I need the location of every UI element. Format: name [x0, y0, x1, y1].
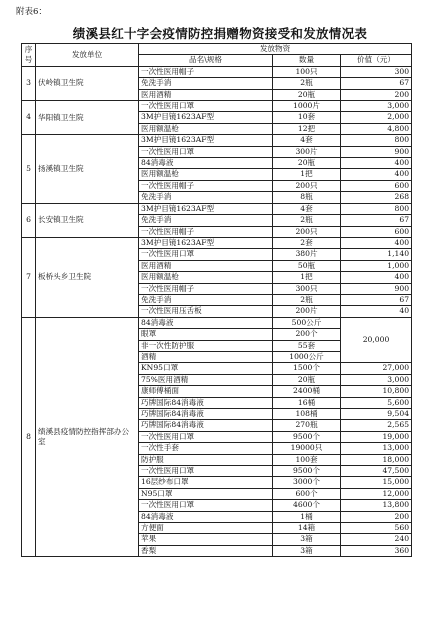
table-row: [22, 135, 412, 146]
row-unit: 伏岭镇卫生院: [36, 66, 139, 100]
cell-qty: 1桶: [273, 511, 341, 522]
cell-value: 13,000: [341, 443, 412, 454]
cell-value: 240: [341, 534, 412, 545]
cell-value: 13,800: [341, 500, 412, 511]
cell-qty: 14箱: [273, 523, 341, 534]
cell-item: 一次性医用口罩: [139, 431, 273, 442]
cell-qty: 10套: [273, 112, 341, 123]
cell-value: 9,504: [341, 409, 412, 420]
cell-qty: 55套: [273, 340, 341, 351]
cell-qty: 2瓶: [273, 215, 341, 226]
cell-qty: 600个: [273, 488, 341, 499]
cell-item: 康师傅桶面: [139, 386, 273, 397]
cell-qty: 270瓶: [273, 420, 341, 431]
cell-value: 600: [341, 180, 412, 191]
header-value: 价值（元）: [341, 55, 412, 66]
cell-value: 3,000: [341, 374, 412, 385]
cell-qty: 200片: [273, 306, 341, 317]
cell-item: 16层纱布口罩: [139, 477, 273, 488]
cell-value: 15,000: [341, 477, 412, 488]
cell-qty: 8瓶: [273, 192, 341, 203]
cell-qty: 2瓶: [273, 294, 341, 305]
cell-qty: 20瓶: [273, 374, 341, 385]
cell-qty: 200只: [273, 180, 341, 191]
cell-item: 一次性医用帽子: [139, 66, 273, 77]
cell-value: 800: [341, 135, 412, 146]
cell-qty: 9500个: [273, 431, 341, 442]
cell-value: 800: [341, 203, 412, 214]
cell-item: 巧牌国际84消毒液: [139, 420, 273, 431]
header-unit: 发放单位: [36, 44, 139, 67]
cell-value: 19,000: [341, 431, 412, 442]
cell-item: 医用酒精: [139, 89, 273, 100]
cell-qty: 12把: [273, 123, 341, 134]
cell-item: 方便面: [139, 523, 273, 534]
header-seq: 序号: [22, 44, 36, 67]
cell-qty: 300只: [273, 283, 341, 294]
cell-qty: 2套: [273, 237, 341, 248]
row-seq: 6: [22, 203, 36, 237]
cell-qty: 300片: [273, 146, 341, 157]
cell-value: 300: [341, 66, 412, 77]
table-row: [22, 66, 412, 77]
cell-qty: 2瓶: [273, 78, 341, 89]
cell-item: 医用额温枪: [139, 169, 273, 180]
cell-qty: 3000个: [273, 477, 341, 488]
table-row: [22, 317, 412, 328]
cell-value: 200: [341, 89, 412, 100]
cell-qty: 50瓶: [273, 260, 341, 271]
cell-qty: 1500个: [273, 363, 341, 374]
cell-qty: 4600个: [273, 500, 341, 511]
cell-item: KN95口罩: [139, 363, 273, 374]
row-seq: 3: [22, 66, 36, 100]
cell-qty: 1000片: [273, 101, 341, 112]
cell-value: 3,000: [341, 101, 412, 112]
row-unit: 绩溪县疫情防控指挥部办公室: [36, 317, 139, 557]
cell-qty: 2400桶: [273, 386, 341, 397]
cell-value: 27,000: [341, 363, 412, 374]
cell-item: 3M护目镜1623AF型: [139, 135, 273, 146]
cell-item: N95口罩: [139, 488, 273, 499]
cell-item: 免洗手消: [139, 215, 273, 226]
cell-item: 防护服: [139, 454, 273, 465]
cell-item: 84消毒液: [139, 511, 273, 522]
cell-value: 400: [341, 158, 412, 169]
cell-qty: 20瓶: [273, 89, 341, 100]
cell-qty: 100只: [273, 66, 341, 77]
cell-item: 医用酒精: [139, 260, 273, 271]
row-unit: 板桥头乡卫生院: [36, 237, 139, 317]
row-seq: 7: [22, 237, 36, 317]
cell-item: 一次性医用帽子: [139, 226, 273, 237]
table-row: [22, 237, 412, 248]
cell-item: 84消毒液: [139, 317, 273, 328]
cell-qty: 4套: [273, 135, 341, 146]
cell-value: 18,000: [341, 454, 412, 465]
cell-value: 1,140: [341, 249, 412, 260]
cell-value: 67: [341, 78, 412, 89]
cell-qty: 500公斤: [273, 317, 341, 328]
cell-value: 360: [341, 545, 412, 556]
cell-value: 2,000: [341, 112, 412, 123]
cell-value: 600: [341, 226, 412, 237]
row-seq: 8: [22, 317, 36, 557]
cell-item: 免洗手消: [139, 294, 273, 305]
cell-item: 一次性医用口罩: [139, 249, 273, 260]
cell-item: 巧牌国际84消毒液: [139, 409, 273, 420]
cell-value: 560: [341, 523, 412, 534]
cell-value: 67: [341, 215, 412, 226]
table-body: [22, 66, 412, 556]
cell-item: 3M护目镜1623AF型: [139, 237, 273, 248]
cell-value: 268: [341, 192, 412, 203]
cell-qty: 108桶: [273, 409, 341, 420]
cell-value: 10,800: [341, 386, 412, 397]
cell-value: 12,000: [341, 488, 412, 499]
cell-item: 3M护目镜1623AF型: [139, 203, 273, 214]
materials-table: [21, 43, 412, 557]
cell-item: 一次性医用压舌板: [139, 306, 273, 317]
cell-item: 酒精: [139, 351, 273, 362]
cell-qty: 16桶: [273, 397, 341, 408]
cell-value: 2,565: [341, 420, 412, 431]
cell-value: 400: [341, 272, 412, 283]
cell-qty: 1把: [273, 272, 341, 283]
cell-value: 200: [341, 511, 412, 522]
cell-item: 眼罩: [139, 329, 273, 340]
row-unit: 华阳镇卫生院: [36, 101, 139, 135]
table-row: [22, 203, 412, 214]
document-title: 绩溪县红十字会疫情防控捐赠物资接受和发放情况表: [72, 26, 368, 41]
cell-qty: 20瓶: [273, 158, 341, 169]
cell-item: 一次性医用帽子: [139, 180, 273, 191]
cell-item: 84消毒液: [139, 158, 273, 169]
cell-value: 67: [341, 294, 412, 305]
cell-item: 免洗手消: [139, 78, 273, 89]
cell-item: 一次性医用口罩: [139, 500, 273, 511]
cell-item: 医用额温枪: [139, 123, 273, 134]
cell-value: 4,800: [341, 123, 412, 134]
cell-value: 5,600: [341, 397, 412, 408]
cell-qty: 3箱: [273, 545, 341, 556]
cell-item: 香梨: [139, 545, 273, 556]
row-seq: 5: [22, 135, 36, 203]
cell-item: 一次性医用帽子: [139, 283, 273, 294]
cell-value: 40: [341, 306, 412, 317]
row-unit: 长安镇卫生院: [36, 203, 139, 237]
cell-qty: 1把: [273, 169, 341, 180]
cell-item: 75%医用酒精: [139, 374, 273, 385]
cell-item: 巧牌国际84消毒液: [139, 397, 273, 408]
appendix-label: 附表6：: [16, 7, 47, 17]
row-unit: 扬溪镇卫生院: [36, 135, 139, 203]
cell-item: 苹果: [139, 534, 273, 545]
cell-qty: 19000只: [273, 443, 341, 454]
cell-qty: 1000公斤: [273, 351, 341, 362]
cell-qty: 200个: [273, 329, 341, 340]
cell-value: 1,000: [341, 260, 412, 271]
table-row: [22, 101, 412, 112]
cell-qty: 3箱: [273, 534, 341, 545]
cell-item: 非一次性防护服: [139, 340, 273, 351]
cell-value: 400: [341, 169, 412, 180]
cell-value: 47,500: [341, 466, 412, 477]
cell-item: 一次性手套: [139, 443, 273, 454]
cell-qty: 100套: [273, 454, 341, 465]
cell-item: 医用额温枪: [139, 272, 273, 283]
cell-qty: 4套: [273, 203, 341, 214]
cell-value: 400: [341, 237, 412, 248]
header-materials: 发放物资: [139, 44, 412, 55]
cell-value: 20,000: [341, 317, 412, 363]
cell-item: 一次性医用口罩: [139, 466, 273, 477]
header-item: 品名\规格: [139, 55, 273, 66]
header-qty: 数量: [273, 55, 341, 66]
row-seq: 4: [22, 101, 36, 135]
cell-qty: 9500个: [273, 466, 341, 477]
cell-value: 900: [341, 146, 412, 157]
cell-item: 3M护目镜1623AF型: [139, 112, 273, 123]
cell-item: 一次性医用口罩: [139, 101, 273, 112]
cell-item: 免洗手消: [139, 192, 273, 203]
cell-qty: 380片: [273, 249, 341, 260]
cell-qty: 200只: [273, 226, 341, 237]
cell-item: 一次性医用口罩: [139, 146, 273, 157]
cell-value: 900: [341, 283, 412, 294]
